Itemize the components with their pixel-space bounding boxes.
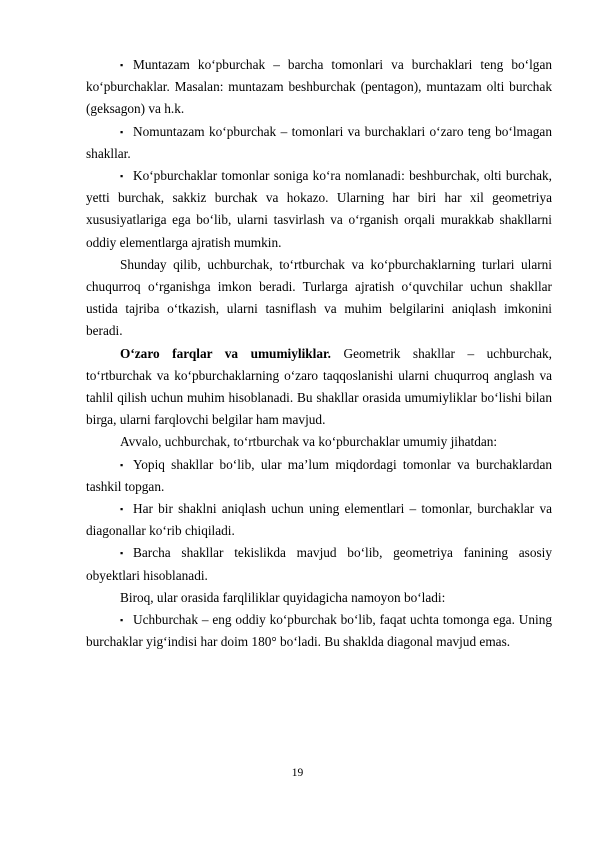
bullet-text: Nomuntazam ko‘pburchak – tomonlari va burchaklari o‘zaro teng bo‘lmagan shakllar. — [86, 123, 552, 161]
bullet-item — [86, 454, 552, 498]
bullet-item — [86, 542, 552, 586]
bullet-item — [86, 165, 552, 254]
bullet-item — [86, 609, 552, 653]
paragraph-with-heading — [86, 343, 552, 432]
bullet-item — [86, 121, 552, 165]
bullet-item — [86, 498, 552, 542]
paragraph-text: Geometrik shakllar – uchburchak, to‘rtburchak va ko‘pburchaklarning o‘zaro taqqoslanishi ularni chuqurroq anglash va tahlil qilish uchun muhim hisoblanadi. Bu shakllar orasida umumiyliklar bo‘lishi bilan birga, ularni farqlovchi belgilar ham mavjud. — [86, 345, 552, 428]
bullet-icon: ▪ — [120, 60, 124, 70]
bullet-icon: ▪ — [120, 459, 124, 470]
paragraph: Biroq, ular orasida farqliliklar quyidagicha namoyon bo‘ladi: — [120, 589, 446, 605]
paragraph: Shunday qilib, uchburchak, to‘rtburchak va ko‘pburchaklarning turlari ularni chuqurroq o‘rganishga imkon beradi. Turlarga ajratish o‘quvchilar uchun shakllar ustida tajriba o‘tkazish, ularni tasniflash va muhim belgilarini aniqlash imkonini beradi. — [86, 256, 552, 339]
bullet-text: Har bir shaklni aniqlash uchun uning elementlari – tomonlar, burchaklar va diagonallar ko‘rib chiqiladi. — [86, 501, 552, 539]
bullet-text: Yopiq shakllar bo‘lib, ular ma’lum miqdordagi tomonlar va burchaklardan tashkil topgan. — [86, 456, 552, 494]
paragraph: Avvalo, uchburchak, to‘rtburchak va ko‘pburchaklar umumiy jihatdan: — [120, 434, 498, 450]
bullet-item — [86, 54, 552, 121]
bullet-icon: ▪ — [120, 171, 124, 182]
bullet-text: Muntazam ko‘pburchak – barcha tomonlari va burchaklari teng bo‘lgan ko‘pburchaklar. Masalan: muntazam beshburchak (pentagon), muntazam olti burchak (geksagon) va h.k. — [86, 57, 552, 117]
bullet-icon: ▪ — [120, 504, 124, 515]
document-body — [86, 54, 552, 653]
bullet-icon: ▪ — [120, 126, 124, 137]
bullet-text: Ko‘pburchaklar tomonlar soniga ko‘ra nomlanadi: beshburchak, olti burchak, yetti burchak, sakkiz burchak va hokazo. Ularning har biri har xil geometriya xususiyatlariga ega bo‘lib, ularni tasvirlash va o‘rganish orqali murakkab shakllarni oddiy elementlarga ajratish mumkin. — [86, 168, 552, 250]
inline-heading: O‘zaro farqlar va umumiyliklar. — [120, 345, 332, 361]
bullet-text: Uchburchak – eng oddiy ko‘pburchak bo‘lib, faqat uchta tomonga ega. Uning burchaklar yig‘indisi har doim 180° bo‘ladi. Bu shaklda diagonal mavjud emas. — [86, 612, 552, 650]
page-number: 19 — [291, 767, 304, 779]
bullet-icon: ▪ — [120, 548, 124, 559]
bullet-icon: ▪ — [120, 615, 124, 626]
bullet-text: Barcha shakllar tekislikda mavjud bo‘lib, geometriya fanining asosiy obyektlari hisoblanadi. — [86, 545, 552, 583]
